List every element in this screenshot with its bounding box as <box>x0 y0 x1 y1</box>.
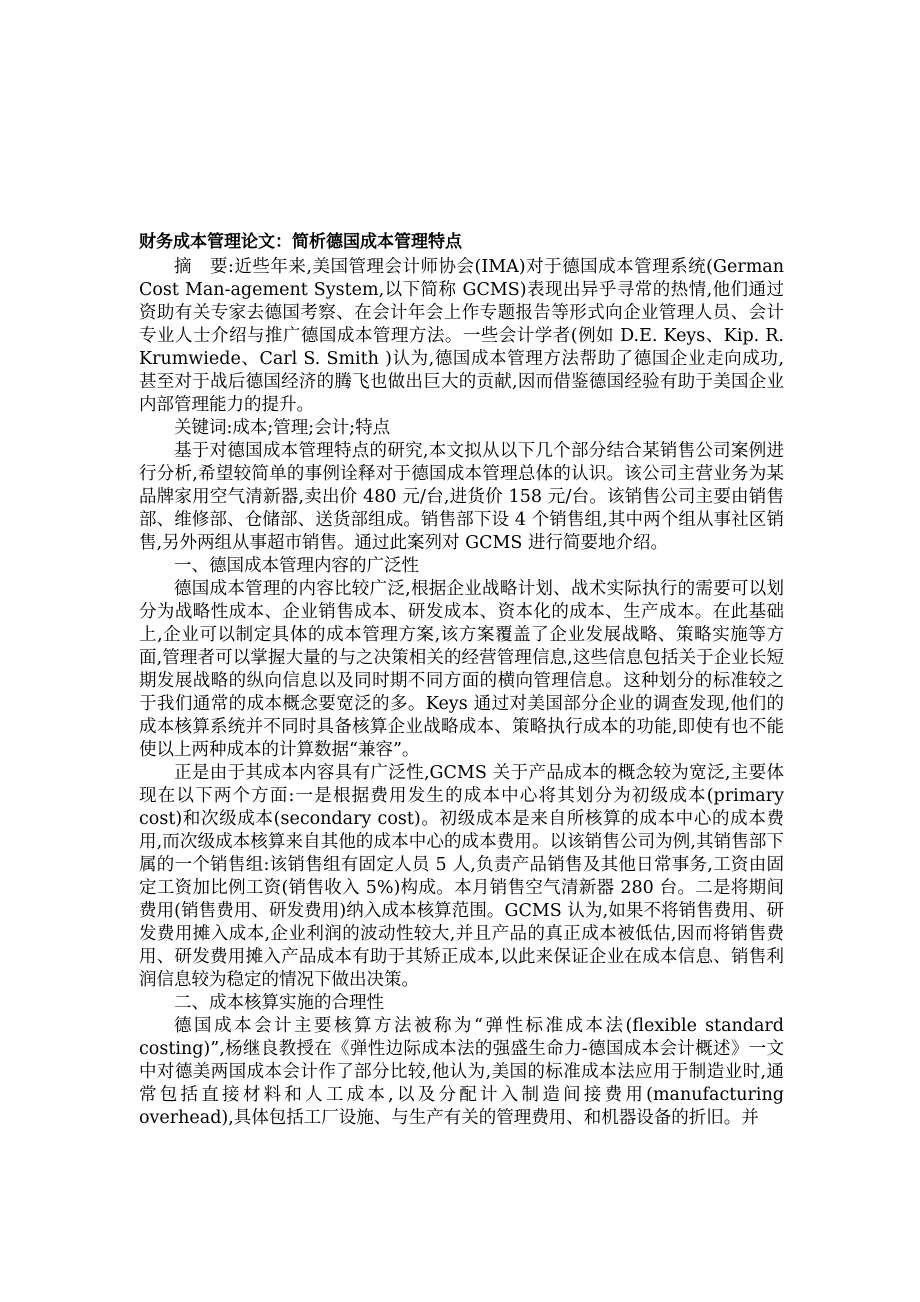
section-1-paragraph-2: 正是由于其成本内容具有广泛性,GCMS 关于产品成本的概念较为宽泛,主要体现在以下两个方面:一是根据费用发生的成本中心将其划分为初级成本(primary cost)和次级成本(secondary cost)。初级成本是来自所核算的成本中心的成本费用,而次级成本核算来自其他的成本中心的成本费用。以该销售公司为例,其销售部下属的一个销售组:该销售组有固定人员 5 人,负责产品销售及其他日常事务,工资由固定工资加比例工资(销售收入 5%)构成。本月销售空气清新器 280 台。二是将期间费用(销售费用、研发费用)纳入成本核算范围。GCMS 认为,如果不将销售费用、研发费用摊入成本,企业利润的波动性较大,并且产品的真正成本被低估,因而将销售费用、研发费用摊入产品成本有助于其矫正成本,以此来保证企业在成本信息、销售利润信息较为稳定的情况下做出决策。 <box>139 763 784 990</box>
abstract-paragraph: 摘 要:近些年来,美国管理会计师协会(IMA)对于德国成本管理系统(German Cost Man-agement System,以下简称 GCMS)表现出异乎寻常的热情,他们通过资助有关专家去德国考察、在会计年会上作专题报告等形式向企业管理人员、会计专业人士介绍与推广德国成本管理方法。一些会计学者(例如 D.E. Keys、Kip. R. Krumwiede、Carl S. Smith )认为,德国成本管理方法帮助了德国企业走向成功,甚至对于战后德国经济的腾飞也做出巨大的贡献,因而借鉴德国经验有助于美国企业内部管理能力的提升。 <box>139 257 784 415</box>
section-1-paragraph-1: 德国成本管理的内容比较广泛,根据企业战略计划、战术实际执行的需要可以划分为战略性成本、企业销售成本、研发成本、资本化的成本、生产成本。在此基础上,企业可以制定具体的成本管理方案,该方案覆盖了企业发展战略、策略实施等方面,管理者可以掌握大量的与之决策相关的经营管理信息,这些信息包括关于企业长短期发展战略的纵向信息以及同时期不同方面的横向管理信息。这种划分的标准较之于我们通常的成本概念要宽泛的多。Keys 通过对美国部分企业的调查发现,他们的成本核算系统并不同时具备核算企业战略成本、策略执行成本的功能,即使有也不能使以上两种成本的计算数据“兼容”。 <box>139 579 784 760</box>
section-1-heading: 一、德国成本管理内容的广泛性 <box>174 556 419 576</box>
intro-paragraph: 基于对德国成本管理特点的研究,本文拟从以下几个部分结合某销售公司案例进行分析,希望较简单的事例诠释对于德国成本管理总体的认识。该公司主营业务为某品牌家用空气清新器,卖出价 480 元/台,进货价 158 元/台。该销售公司主要由销售部、维修部、仓储部、送货部组成。销售部下设 4 个销售组,其中两个组从事社区销售,另外两组从事超市销售。通过此案列对 GCMS 进行简要地介绍。 <box>139 441 784 553</box>
document-page <box>139 230 784 1130</box>
document-title: 财务成本管理论文：简析德国成本管理特点 <box>139 232 462 252</box>
section-2-paragraph-1: 德国成本会计主要核算方法被称为“弹性标准成本法(flexible standard costing)”,杨继良教授在《弹性边际成本法的强盛生命力-德国成本会计概述》一文中对德美两国成本会计作了部分比较,他认为,美国的标准成本法应用于制造业时,通常包括直接材料和人工成本,以及分配计入制造间接费用(manufacturing overhead),具体包括工厂设施、与生产有关的管理费用、和机器设备的折旧。并 <box>139 1016 784 1128</box>
section-2-heading: 二、成本核算实施的合理性 <box>174 993 384 1013</box>
keywords-line: 关键词:成本;管理;会计;特点 <box>174 418 391 438</box>
